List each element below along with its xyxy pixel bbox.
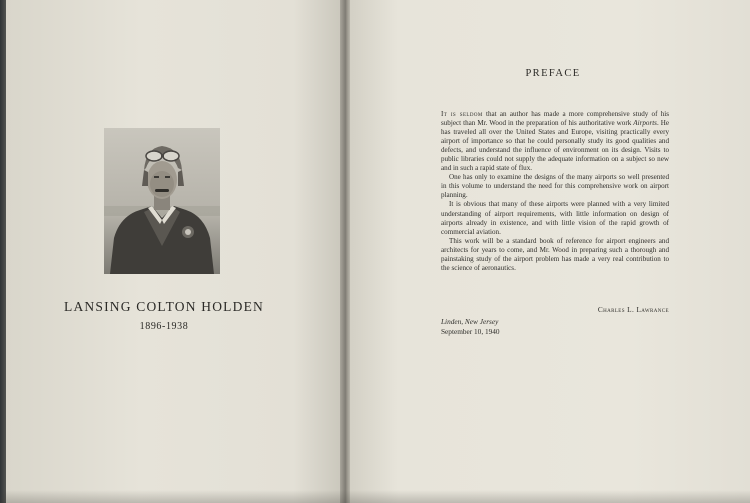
portrait-caption-name: LANSING COLTON HOLDEN (64, 299, 264, 314)
paragraph-3: It is obvious that many of these airports were planned with a very limited understanding of airport requirements, with little information on design of airports already in existence, and with little vision of the rapid growth of commercial aviation. (441, 200, 669, 236)
signature-date: September 10, 1940 (441, 327, 500, 336)
paragraph-1-text-b: . He has traveled all over the United States and Europe, visiting practically every airport of importance so that he could personally study its good qualities and defects, and understand the influence of environment on its design. Visits to public libraries could not supply the adequate information on a subject so new and in such a rapid state of flux. (441, 119, 669, 173)
portrait-figure-icon (104, 128, 220, 274)
signature-place: Linden, New Jersey (441, 317, 499, 326)
paragraph-4: This work will be a standard book of reference for airport engineers and architects for years to come, and Mr. Wood in preparing such a thorough and painstaking study of the airport problem has made a very real contribution to the science of aeronautics. (441, 236, 669, 272)
page-title: PREFACE (525, 68, 581, 79)
signature: Charles L. Lawrance (597, 305, 669, 314)
bottom-shadow (0, 490, 750, 503)
paragraph-2: One has only to examine the designs of the many airports so well presented in this volume to understand the need for this comprehensive work on airport planning. (441, 173, 669, 200)
lead-in: It is seldom (441, 110, 483, 118)
paragraph-1-text-a: that an author has made a more comprehensive study of his subject than Mr. Wood in the preparation of his authoritative work (441, 110, 669, 128)
book-title-italic: Airports (633, 119, 657, 128)
preface-body (441, 110, 669, 273)
portrait-caption-years: 1896-1938 (139, 321, 189, 332)
portrait-photo (104, 128, 220, 274)
paragraph-1 (441, 110, 669, 173)
